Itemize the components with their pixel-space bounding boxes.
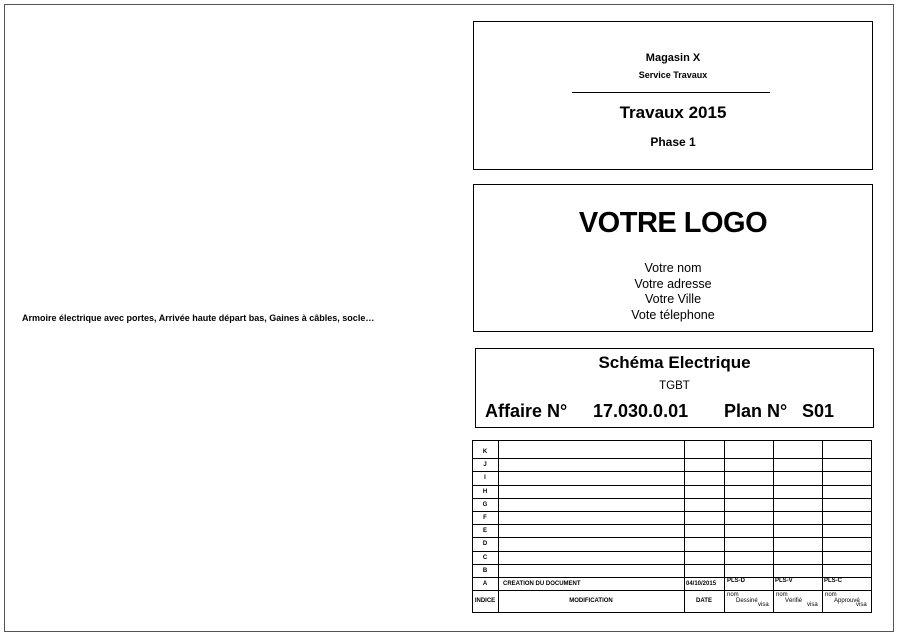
- revision-approved: PLS-C: [824, 578, 842, 584]
- company-name: Magasin X: [645, 52, 701, 64]
- project-title: Travaux 2015: [619, 103, 727, 122]
- table-header-line: [472, 590, 872, 591]
- table-border-right: [871, 440, 872, 613]
- header-checked-name: nom: [776, 592, 788, 598]
- table-border-bottom: [472, 612, 872, 613]
- cabinet-description: Armoire électrique avec portes, Arrivée haute départ bas, Gaines à câbles, socle…: [22, 313, 375, 323]
- revision-drawn: PLS-D: [727, 578, 745, 584]
- revision-index-h: H: [482, 489, 488, 495]
- revision-index-d: D: [482, 541, 488, 547]
- project-box: [473, 21, 873, 170]
- revision-table: [472, 440, 872, 613]
- revision-index-e: E: [482, 528, 488, 534]
- affaire-number: 17.030.0.01: [593, 401, 689, 421]
- table-row-line: [472, 564, 872, 565]
- project-phase: Phase 1: [650, 135, 696, 149]
- table-row-line: [472, 577, 872, 578]
- table-row-line: [472, 471, 872, 472]
- revision-index-c: C: [482, 555, 488, 561]
- revision-modification: CREATION DU DOCUMENT: [503, 581, 581, 587]
- table-row-line: [472, 511, 872, 512]
- contact-city: Votre Ville: [644, 292, 702, 306]
- header-drawn: Dessiné: [736, 598, 758, 604]
- table-row-line: [472, 485, 872, 486]
- header-approved-name: nom: [825, 592, 837, 598]
- revision-index-i: I: [484, 475, 486, 481]
- header-index: INDICE: [474, 598, 496, 604]
- table-row-line: [472, 498, 872, 499]
- table-column-line: [724, 440, 725, 613]
- revision-index-g: G: [482, 502, 488, 508]
- table-border-left: [472, 440, 473, 613]
- affaire-label: Affaire N°: [485, 401, 568, 421]
- table-row-line: [472, 537, 872, 538]
- header-approved-visa: visa: [856, 602, 867, 608]
- logo-placeholder: VOTRE LOGO: [578, 207, 768, 239]
- table-column-line: [773, 440, 774, 613]
- header-drawn-visa: visa: [758, 602, 769, 608]
- revision-index-a: A: [482, 581, 488, 587]
- table-column-line: [498, 440, 499, 613]
- table-border-top: [472, 440, 872, 441]
- table-row-line: [472, 551, 872, 552]
- schema-box: [475, 348, 874, 428]
- revision-index-f: F: [483, 515, 487, 521]
- schema-subtitle: TGBT: [659, 380, 690, 392]
- table-column-line: [684, 440, 685, 613]
- revision-checked: PLS-V: [775, 578, 793, 584]
- plan-number: S01: [802, 401, 835, 421]
- table-column-line: [822, 440, 823, 613]
- table-row-line: [472, 458, 872, 459]
- header-modification: MODIFICATION: [569, 598, 613, 604]
- plan-label: Plan N°: [724, 401, 788, 421]
- header-checked-visa: visa: [807, 602, 818, 608]
- logo-box: [473, 184, 873, 332]
- revision-date: 04/10/2015: [686, 581, 717, 587]
- contact-phone: Vote télephone: [631, 307, 715, 322]
- revision-index-k: K: [482, 449, 488, 455]
- header-drawn-name: nom: [727, 592, 739, 598]
- table-row-line: [472, 524, 872, 525]
- header-date: DATE: [696, 598, 712, 604]
- revision-index-b: B: [482, 568, 488, 574]
- schema-title: Schéma Electrique: [598, 353, 751, 372]
- contact-name: Votre nom: [644, 261, 702, 275]
- contact-address: Votre adresse: [634, 276, 712, 291]
- title-divider: [572, 92, 770, 93]
- revision-index-j: J: [483, 462, 487, 468]
- header-approved: Approuvé: [834, 598, 860, 604]
- header-checked: Vérifié: [785, 598, 803, 604]
- service-name: Service Travaux: [638, 70, 708, 80]
